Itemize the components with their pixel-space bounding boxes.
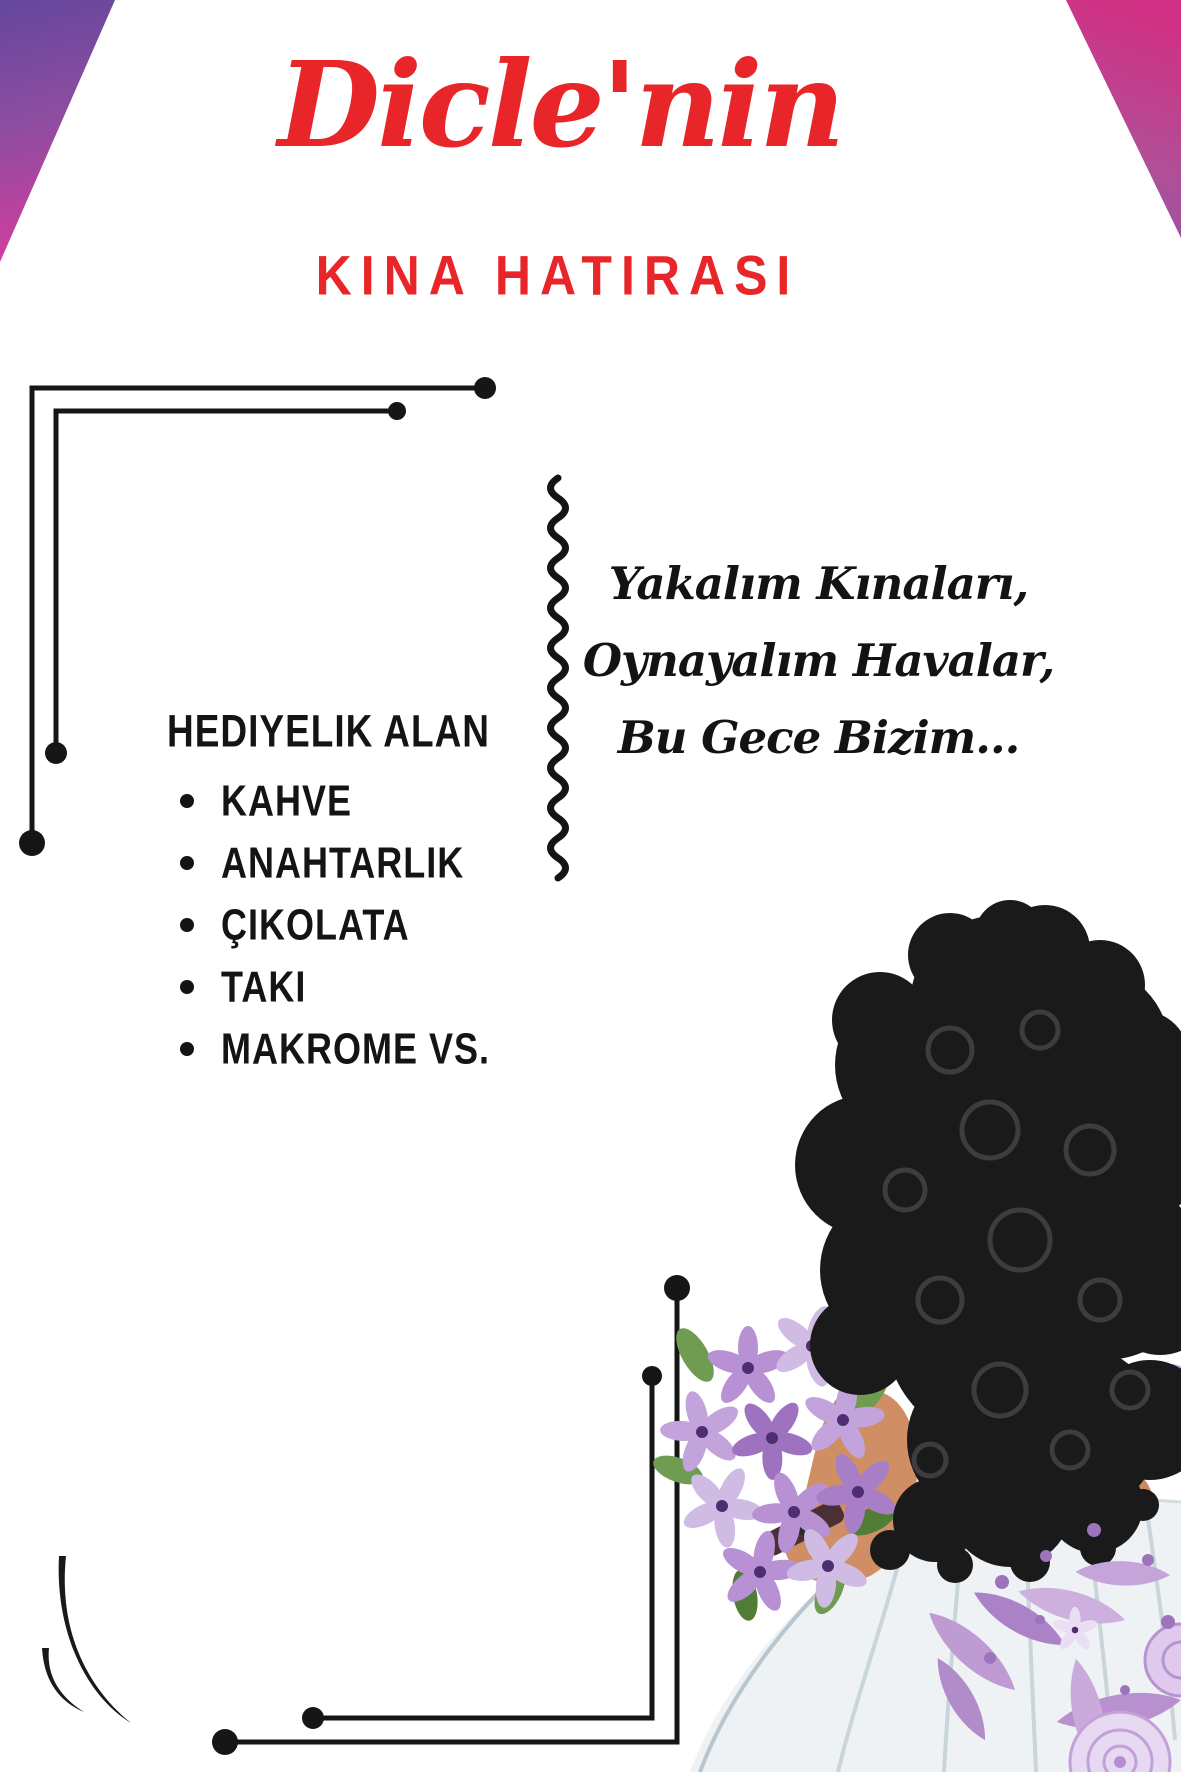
corner-bracket-icon <box>212 1275 690 1755</box>
bullet-icon <box>180 1042 194 1056</box>
gift-item-label: MAKROME VS. <box>221 1023 491 1073</box>
gift-list-item <box>180 894 490 956</box>
zigzag-divider-icon <box>551 478 566 878</box>
bride-name-title: Dicle'nin <box>277 35 843 174</box>
quote-line: Bu Gece Bizim... <box>617 711 1020 764</box>
quote-line: Oynayalım Havalar, <box>582 634 1055 687</box>
gift-item-label: KAHVE <box>221 775 353 825</box>
swoosh-stroke-icon <box>42 1556 131 1723</box>
bullet-icon <box>180 918 194 932</box>
bullet-icon <box>180 856 194 870</box>
bullet-icon <box>180 794 194 808</box>
bullet-icon <box>180 980 194 994</box>
gift-item-label: ÇIKOLATA <box>221 899 410 949</box>
woman-illustration <box>649 900 1181 1772</box>
quote-block <box>566 545 1071 776</box>
gift-list-heading: HEDIYELIK ALAN <box>167 706 491 757</box>
gift-item-label: TAKI <box>221 961 307 1011</box>
gift-list-item <box>180 832 490 894</box>
gift-item-label: ANAHTARLIK <box>221 837 465 887</box>
gift-list-item <box>180 1018 490 1080</box>
gift-list-item <box>180 956 490 1018</box>
event-subtitle: KINA HATIRASI <box>315 244 800 307</box>
quote-line: Yakalım Kınaları, <box>608 557 1029 610</box>
gift-list-item <box>180 770 490 832</box>
gift-list <box>180 770 490 1080</box>
